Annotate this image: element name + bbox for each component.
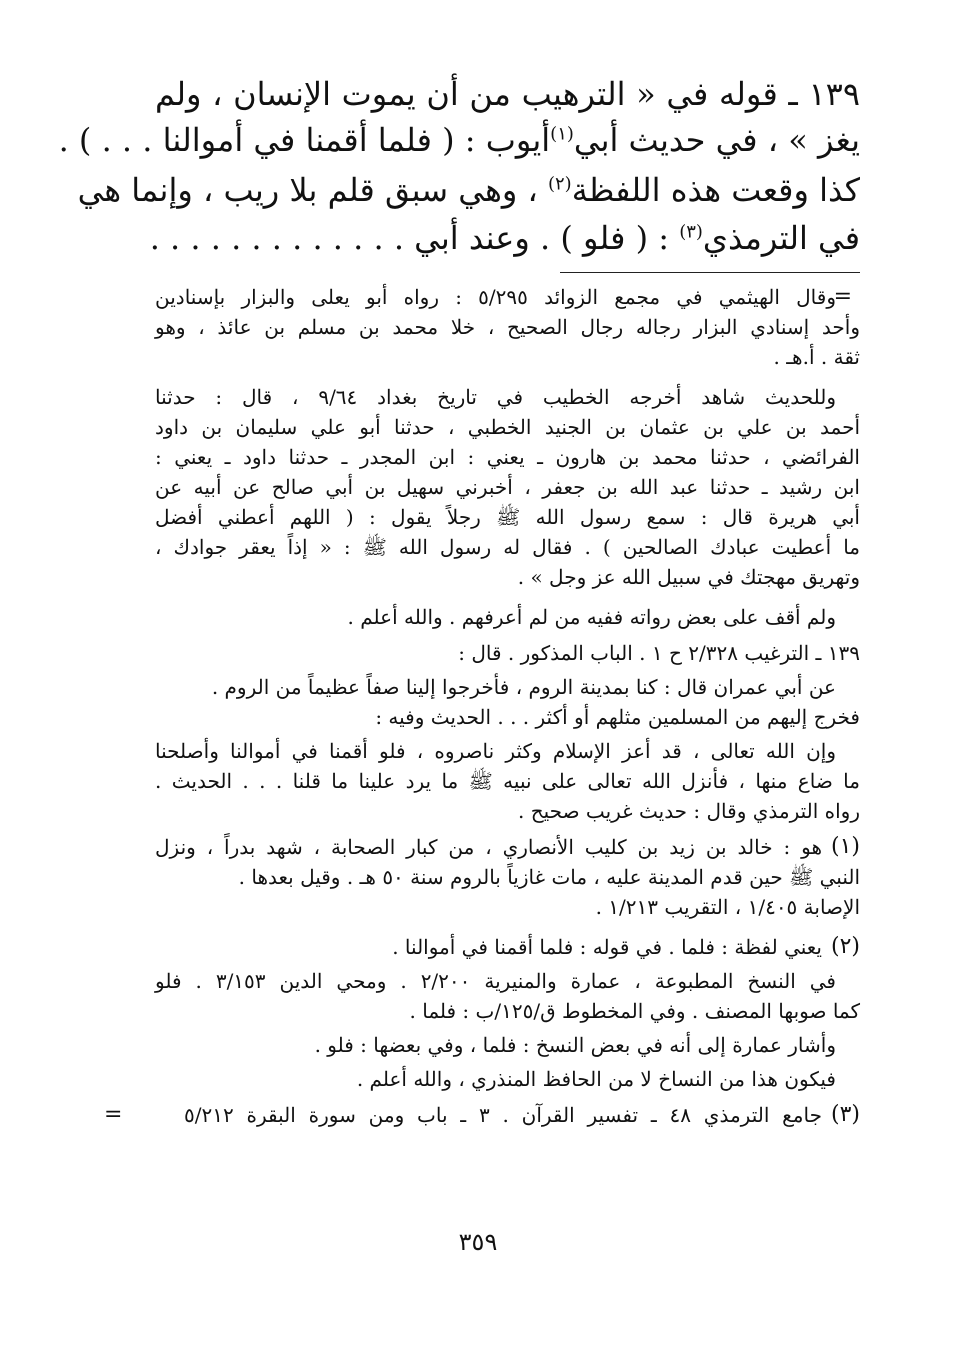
footnote-line: ولم أقف على بعض رواته ففيه من لم أعرفهم . والله أعلم . bbox=[347, 605, 836, 629]
footnote-line: وللحديث شاهد أخرجه الخطيب في تاريخ بغداد ٩/٦٤ ، قال : حدثنا bbox=[155, 385, 836, 409]
footnote-label-2: (٢) bbox=[830, 934, 860, 959]
main-text-segment: أيوب : ( فلما أقمنا في أموالنا . . . ) . bbox=[58, 121, 551, 159]
footnote-line: وتهريق مهجتك في سبيل الله عز وجل » . bbox=[517, 565, 860, 589]
footnote-ref-1: (١) bbox=[550, 123, 574, 145]
footnote-line: كما صوبها المصنف . وفي المخطوط ق/١٢٥/ب : فلما . bbox=[409, 999, 860, 1023]
footnote-line: ١٣٩ ـ الترغيب ٢/٣٢٨ ح ١ . الباب المذكور . قال : bbox=[458, 641, 860, 665]
footnote-line: هو : خالد بن زيد بن كليب الأنصاري ، من كبار الصحابة ، شهد بدراً ، ونزل bbox=[155, 835, 822, 859]
footnote-line: ما أعطيت عبادك الصالحين ) . فقال له رسول الله ﷺ : « إذاً يعقر جوادك ، bbox=[155, 535, 860, 559]
main-text-segment: ١٣٩ ـ قوله في « الترهيب من أن يموت الإنسان ، ولم bbox=[155, 75, 860, 113]
footnote-line: وإن الله تعالى ، قد أعز الإسلام وكثر ناصروه ، فلو أقمنا في أموالنا وأصلحنا bbox=[155, 739, 837, 763]
main-text-line bbox=[149, 218, 860, 258]
footnote-line: النبي ﷺ حين قدم المدينة عليه ، مات غازياً بالروم سنة ٥٠ هـ . وقيل بعدها . bbox=[238, 865, 860, 889]
footnote-line: عن أبي عمران قال : كنا بمدينة الروم ، فأخرجوا إلينا صفاً عظيماً من الروم . bbox=[211, 675, 836, 699]
footnote-label-1: (١) bbox=[830, 834, 860, 859]
footnote-line: في النسخ المطبوعة ، عمارة والمنيرية ٢/٢٠٠ . ومحي الدين ٣/١٥٣ . فلو bbox=[155, 969, 836, 993]
continuation-marker: = bbox=[833, 284, 852, 309]
footnote-line: وأحد إسنادي البزار رجاله رجال الصحيح ، خلا محمد بن مسلم بن عائذ ، وهو bbox=[155, 315, 860, 339]
footnote-line: وأشار عمارة إلى أنه في بعض النسخ : فلما ، وفي بعضها : فلو . bbox=[314, 1033, 836, 1057]
footnote-line: الإصابة ١/٤٠٥ ، التقريب ١/٢١٣ . bbox=[595, 895, 860, 919]
main-text-line bbox=[77, 170, 860, 210]
footnote-line: يعني لفظة : فلما . في قوله : فلما أقمنا في أموالنا . bbox=[392, 935, 822, 959]
main-text-segment: ، وهي سبق قلم بلا ريب ، وإنما هي bbox=[77, 171, 538, 209]
main-text-segment: كذا وقعت هذه اللفظة bbox=[571, 171, 860, 209]
main-text-segment: يغز » ، في حديث أبي bbox=[573, 121, 860, 159]
continuation-marker: = bbox=[104, 1102, 123, 1127]
footnote-line: ثقة . أ.هـ . bbox=[773, 345, 860, 369]
footnote-line: وقال الهيثمي في مجمع الزوائد ٥/٢٩٥ : رواه أبو يعلى والبزار بإسنادين bbox=[155, 285, 836, 309]
footnote-separator bbox=[560, 272, 860, 273]
main-text-line bbox=[155, 74, 860, 114]
footnote-line: جامع الترمذي ٤٨ ـ تفسير القرآن . ٣ ـ باب ومن سورة البقرة ٥/٢١٢ bbox=[184, 1103, 822, 1127]
footnote-line: فخرج إليهم من المسلمين مثلهم أو أكثر . . . الحديث وفيه : bbox=[375, 705, 860, 729]
footnote-label-3: (٣) bbox=[830, 1102, 860, 1127]
footnote-ref-2: (٢) bbox=[547, 173, 572, 195]
footnote-line: فيكون هذا من النساخ لا من الحافظ المنذري ، والله أعلم . bbox=[356, 1067, 836, 1091]
footnote-line: رواه الترمذي وقال : حديث غريب صحيح . bbox=[518, 799, 860, 823]
footnote-line: ابن رشيد ـ حدثنا عبد الله بن جعفر ، أخبرني سهيل بن أبي صالح عن أبيه عن bbox=[155, 475, 860, 499]
main-text-line bbox=[58, 120, 860, 160]
footnote-line: أبي هريرة قال : سمع رسول الله ﷺ رجلاً يقول : ( اللهم أعطني أفضل bbox=[155, 505, 860, 529]
footnote-line: أحمد بن علي بن عثمان بن الجنيد الخطبي ، حدثنا أبو علي سليمان بن داود bbox=[155, 415, 860, 439]
footnote-line: ما ضاع منها ، فأنزل الله تعالى على نبيه ﷺ ما يرد علينا ما قلنا . . . الحديث . bbox=[155, 769, 860, 793]
main-text-segment: : ( فلو ) . وعند أبي . . . . . . . . . . . . . bbox=[149, 219, 670, 257]
page-number: ٣٥٩ bbox=[458, 1228, 498, 1256]
main-text-segment: في الترمذي bbox=[702, 219, 860, 257]
footnote-line: الفرائضي ، حدثنا محمد بن هارون ـ يعني : ابن المجدر ـ حدثنا داود ـ يعني : bbox=[155, 445, 860, 469]
footnote-ref-3: (٣) bbox=[679, 221, 703, 243]
